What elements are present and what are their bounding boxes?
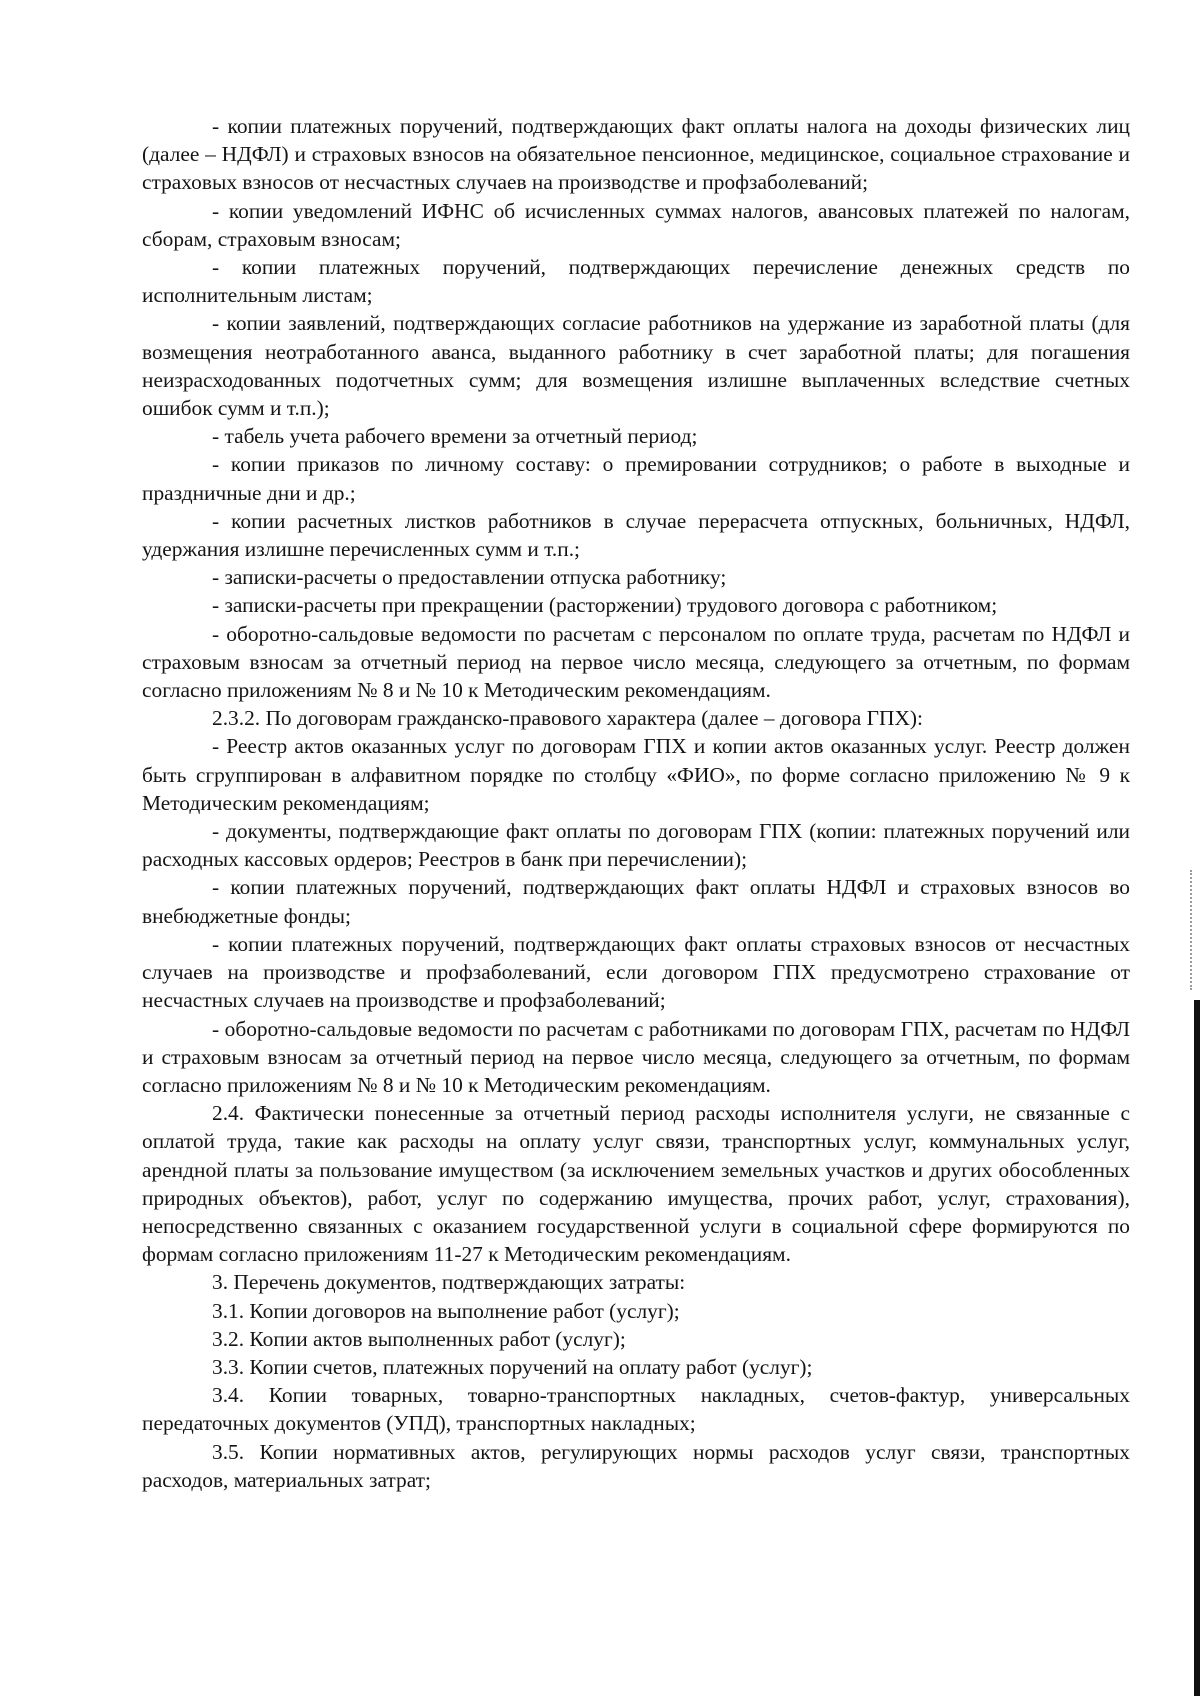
paragraph: - копии приказов по личному составу: о премировании сотрудников; о работе в выходные и праздничные дни и др.;: [142, 452, 1130, 505]
paragraph: 3.2. Копии актов выполненных работ (услуг);: [212, 1326, 626, 1351]
scan-edge-marks: [1188, 870, 1192, 990]
paragraph: 3.1. Копии договоров на выполнение работ (услуг);: [212, 1298, 680, 1323]
paragraph: - документы, подтверждающие факт оплаты по договорам ГПХ (копии: платежных поручений или расходных кассовых ордеров; Реестров в банк при перечислении);: [142, 819, 1130, 872]
paragraph: - оборотно-сальдовые ведомости по расчетам с персоналом по оплате труда, расчетам по НДФЛ и страховым взносам за отчетный период на первое число месяца, следующего за отчетным, по формам согласно приложениям № 8 и № 10 к Методическим рекомендациям.: [142, 621, 1130, 703]
paragraph: - копии уведомлений ИФНС об исчисленных суммах налогов, авансовых платежей по налогам, сборам, страховым взносам;: [142, 198, 1130, 251]
paragraph: 3.3. Копии счетов, платежных поручений на оплату работ (услуг);: [212, 1354, 813, 1379]
paragraph: - записки-расчеты о предоставлении отпуска работнику;: [212, 565, 727, 590]
paragraph: - копии платежных поручений, подтверждающих факт оплаты страховых взносов от несчастных случаев на производстве и профзаболеваний, если договором ГПХ предусмотрено страхование от несчастных случаев на производстве и профзаболеваний;: [142, 931, 1130, 1013]
paragraph: - копии платежных поручений, подтверждающих перечисление денежных средств по исполнительным листам;: [142, 255, 1130, 308]
paragraph: - копии платежных поручений, подтверждающих факт оплаты налога на доходы физических лиц (далее – НДФЛ) и страховых взносов на обязательное пенсионное, медицинское, социальное страхование и страховых взносов от несчастных случаев на производстве и профзаболеваний;: [142, 114, 1130, 195]
document-body: [142, 112, 1130, 1494]
paragraph: 3.4. Копии товарных, товарно-транспортных накладных, счетов-фактур, универсальных передаточных документов (УПД), транспортных накладных;: [142, 1383, 1130, 1436]
scan-edge-border: [1194, 1000, 1200, 1696]
paragraph: 3.5. Копии нормативных актов, регулирующих нормы расходов услуг связи, транспортных расходов, материальных затрат;: [142, 1439, 1130, 1492]
section-heading: 2.3.2. По договорам гражданско-правового характера (далее – договора ГПХ):: [212, 706, 923, 731]
paragraph: - записки-расчеты при прекращении (расторжении) трудового договора с работником;: [212, 593, 998, 618]
paragraph: - копии расчетных листков работников в случае перерасчета отпускных, больничных, НДФЛ, удержания излишне перечисленных сумм и т.п.;: [142, 508, 1130, 562]
paragraph: 2.4. Фактически понесенные за отчетный период расходы исполнителя услуги, не связанные с оплатой труда, такие как расходы на оплату услуг связи, транспортных услуг, коммунальных услуг, арендной платы за пользование имуществом (за исключением земельных участков и других обособленных природных объектов), работ, услуг по содержанию имущества, прочих работ, услуг, страхования), непосредственно связанных с оказанием государственной услуги в социальной сфере формируются по формам согласно приложениям 11-27 к Методическим рекомендациям.: [142, 1101, 1130, 1267]
section-heading: 3. Перечень документов, подтверждающих затраты:: [212, 1270, 686, 1295]
paragraph: - копии платежных поручений, подтверждающих факт оплаты НДФЛ и страховых взносов во внебюджетные фонды;: [142, 875, 1130, 928]
paragraph: - оборотно-сальдовые ведомости по расчетам с работниками по договорам ГПХ, расчетам по НДФЛ и страховым взносам за отчетный период на первое число месяца, следующего за отчетным, по формам согласно приложениям № 8 и № 10 к Методическим рекомендациям.: [142, 1016, 1130, 1097]
paragraph: - Реестр актов оказанных услуг по договорам ГПХ и копии актов оказанных услуг. Реестр должен быть сгруппирован в алфавитном порядке по столбцу «ФИО», по форме согласно приложению № 9 к Методическим рекомендациям;: [142, 734, 1130, 815]
paragraph: - копии заявлений, подтверждающих согласие работников на удержание из заработной платы (для возмещения неотработанного аванса, выданного работнику в счет заработной платы; для погашения неизрасходованных подотчетных сумм; для возмещения излишне выплаченных вследствие счетных ошибок сумм и т.п.);: [142, 311, 1130, 421]
paragraph: - табель учета рабочего времени за отчетный период;: [212, 424, 698, 449]
